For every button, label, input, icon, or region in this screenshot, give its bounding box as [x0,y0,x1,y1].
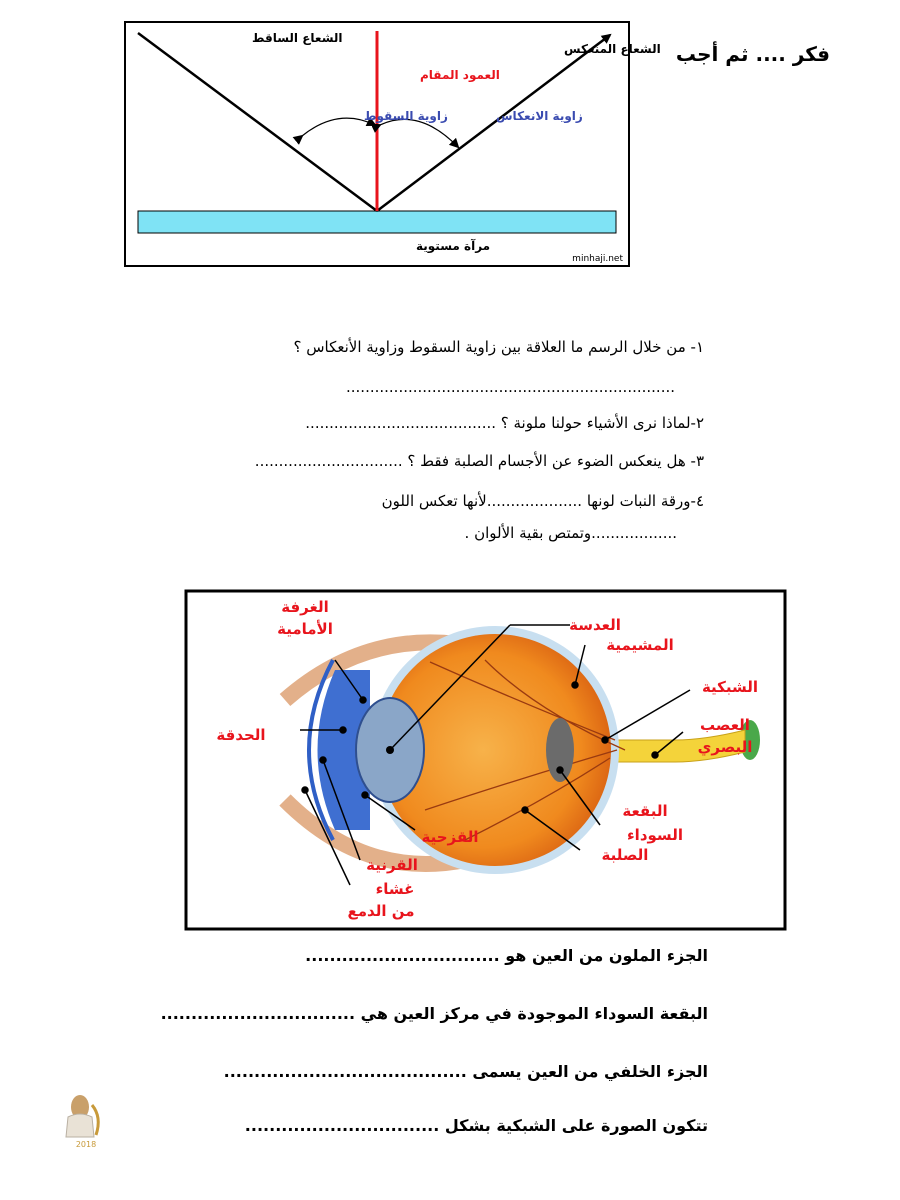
reflection-diagram [124,21,661,267]
label-pupil: الحدقة [216,726,266,744]
question-1: ١- من خلال الرسم ما العلاقة بين زاوية السقوط وزاوية الأنعكاس ؟ [293,338,704,356]
question-2: ٢-لماذا نرى الأشياء حولنا ملونة ؟ ........................................ [305,414,704,432]
label-optic-nerve-1: العصب [700,716,750,734]
fill-in-1: الجزء الملون من العين هو ................................ [305,946,708,965]
incidence-angle-label: زاوية السقوط [364,109,448,123]
mirror-label: مرآة مستوية [416,239,491,253]
reflected-ray-label: الشعاع المنعكس [564,42,661,56]
label-choroid: المشيمية [606,636,674,654]
label-lens: العدسة [569,616,621,634]
incident-ray-label: الشعاع الساقط [252,31,343,45]
question-3: ٣- هل ينعكس الضوء عن الأجسام الصلبة فقط ؟ ............................... [254,452,704,470]
portrait-logo [66,1085,106,1150]
label-blind-spot-2: السوداء [627,826,683,844]
mirror-surface [138,211,616,233]
question-4: ٤-ورقة النبات لونها ....................لأنها تعكس اللون [381,492,704,510]
page-heading: فكر .... ثم أجب [675,42,830,66]
answer-line-1: ..................................................................... [346,378,675,396]
fill-in-2: البقعة السوداء الموجودة في مركز العين هي ................................ [160,1004,708,1023]
label-anterior-chamber-1: الغرفة [281,598,329,616]
label-iris: القزحية [421,828,479,846]
question-4-cont: ..................وتمتص بقية الألوان . [464,524,677,542]
watermark: minhaji.net [572,254,623,264]
label-anterior-chamber-2: الأمامية [277,620,333,638]
label-blind-spot-1: البقعة [622,802,668,820]
label-tear-film-1: غشاء [375,880,415,898]
fill-in-3: الجزء الخلفي من العين يسمى ........................................ [223,1062,708,1081]
label-retina: الشبكية [701,678,759,696]
label-tear-film-2: من الدمع [347,902,415,920]
label-cornea: القرنية [366,856,418,874]
normal-label: العمود المقام [420,68,500,82]
logo-year: 2018 [75,1140,97,1149]
label-sclera: الصلبة [601,846,649,864]
eye-diagram [185,590,786,930]
fill-in-4: تتكون الصورة على الشبكية بشكل ................................ [244,1116,708,1135]
label-optic-nerve-2: البصري [697,738,753,756]
reflection-angle-label: زاوية الانعكاس [496,109,583,123]
